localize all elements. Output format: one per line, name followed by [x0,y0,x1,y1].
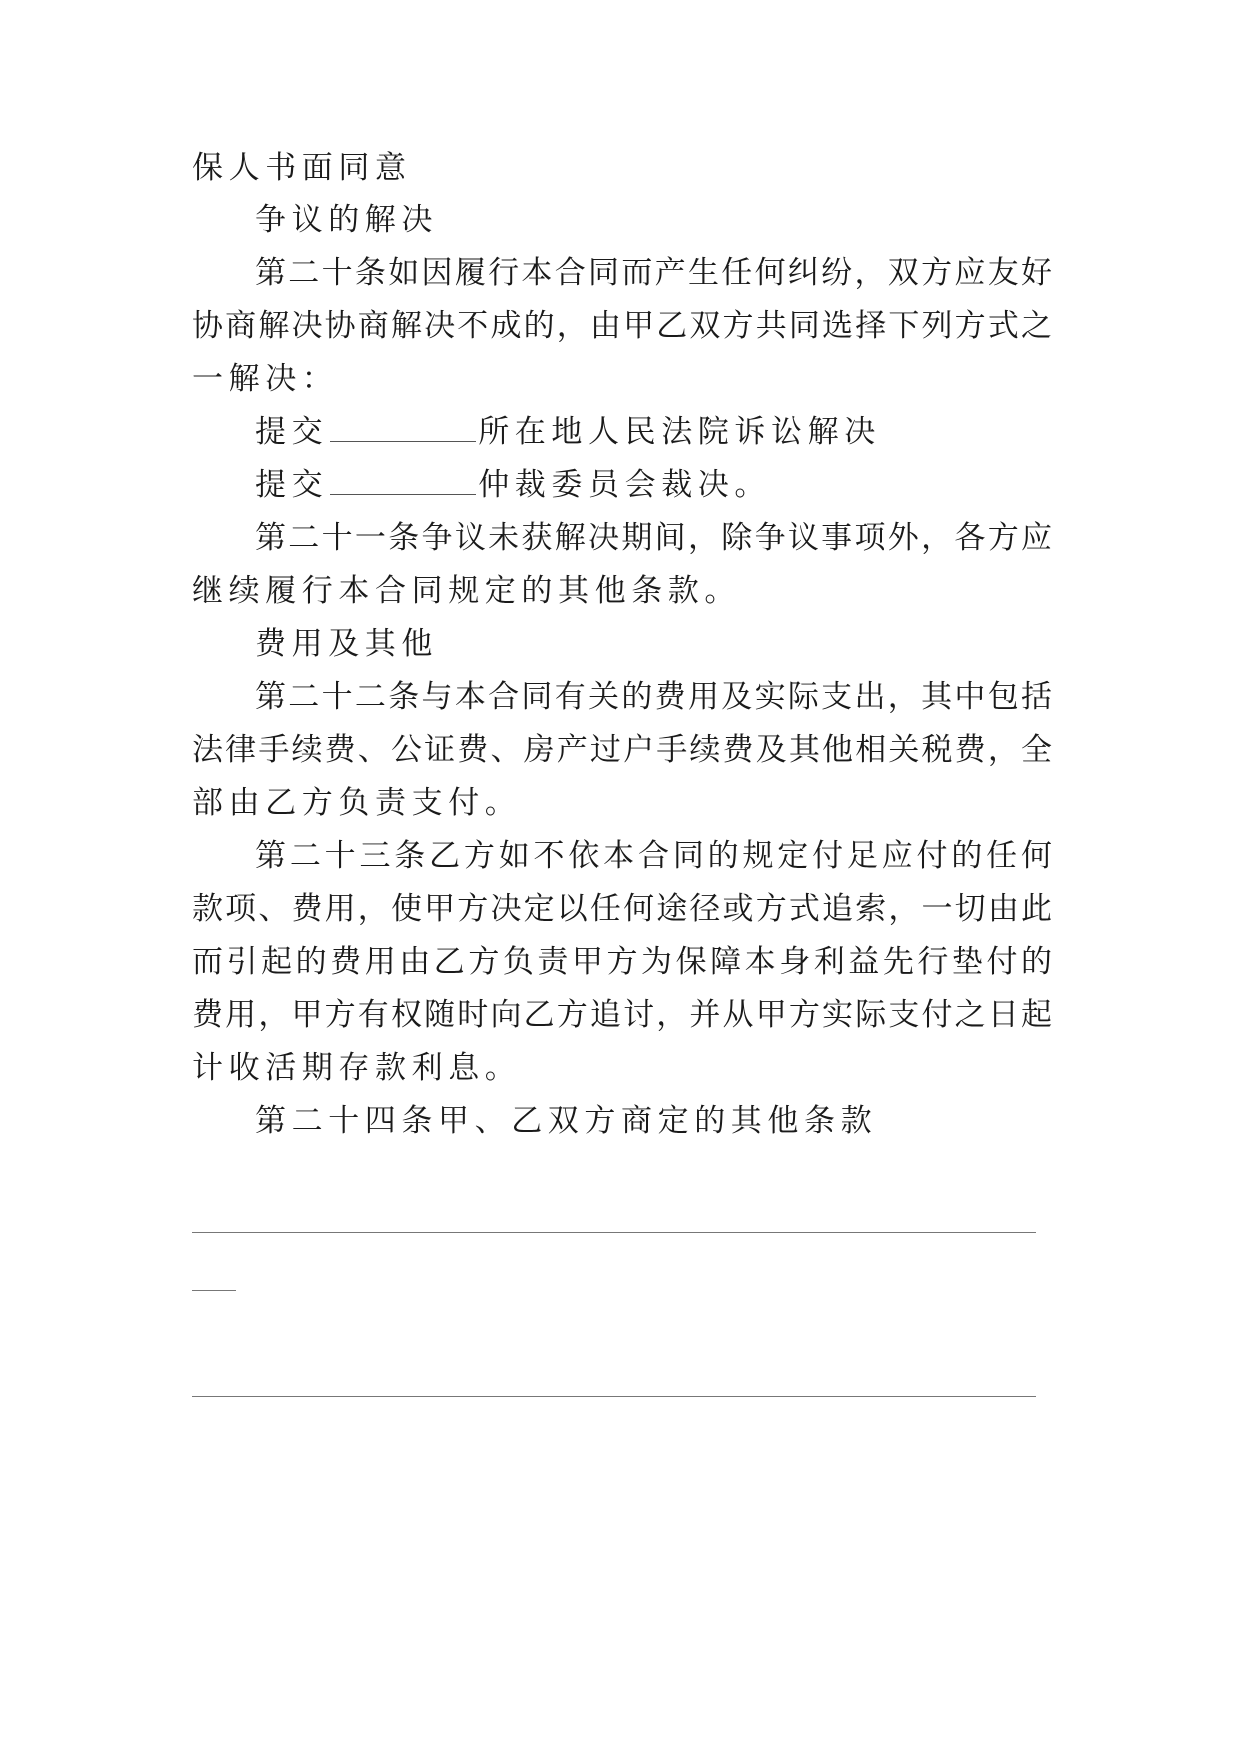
option-arbitration-suffix: 仲裁委员会裁决。 [478,467,772,503]
article-20-line-1: 第二十条如因履行本合同而产生任何纠纷，双方应友好 [255,255,1052,291]
article-23-line-5: 计收活期存款利息。 [192,1050,522,1086]
option-arbitration-prefix: 提交 [255,467,329,503]
option-arbitration-line [255,465,1115,505]
article-24-line-1: 第二十四条甲、乙双方商定的其他条款 [255,1103,878,1139]
article-22-line-1: 第二十二条与本合同有关的费用及实际支出，其中包括 [255,679,1052,715]
article-22-line-3: 部由乙方负责支付。 [192,785,522,821]
article-20-line-2: 协商解决协商解决不成的，由甲乙双方共同选择下列方式之 [192,308,1052,344]
section-heading-dispute: 争议的解决 [255,202,438,238]
article-20-line-3: 一解决： [192,361,339,397]
arbitration-blank-field[interactable] [330,468,476,495]
option-court-line [255,412,1115,452]
article-23-line-4: 费用，甲方有权随时向乙方追讨，并从甲方实际支付之日起 [192,997,1052,1033]
fill-in-rule-1[interactable] [192,1232,1036,1233]
text-line-1: 保人书面同意 [192,150,412,186]
fill-in-rule-1-continuation[interactable] [192,1290,236,1291]
fill-in-rule-2[interactable] [192,1396,1036,1397]
article-23-line-2: 款项、费用，使甲方决定以任何途径或方式追索，一切由此 [192,891,1052,927]
article-23-line-1: 第二十三条乙方如不依本合同的规定付足应付的任何 [255,838,1052,874]
section-heading-fees: 费用及其他 [255,626,438,662]
article-21-line-1: 第二十一条争议未获解决期间，除争议事项外，各方应 [255,520,1052,556]
option-court-prefix: 提交 [255,414,329,450]
option-court-suffix: 所在地人民法院诉讼解决 [478,414,881,450]
article-22-line-2: 法律手续费、公证费、房产过户手续费及其他相关税费，全 [192,732,1052,768]
article-23-line-3: 而引起的费用由乙方负责甲方为保障本身利益先行垫付的 [192,944,1052,980]
article-21-line-2: 继续履行本合同规定的其他条款。 [192,573,741,609]
court-blank-field[interactable] [330,415,476,442]
